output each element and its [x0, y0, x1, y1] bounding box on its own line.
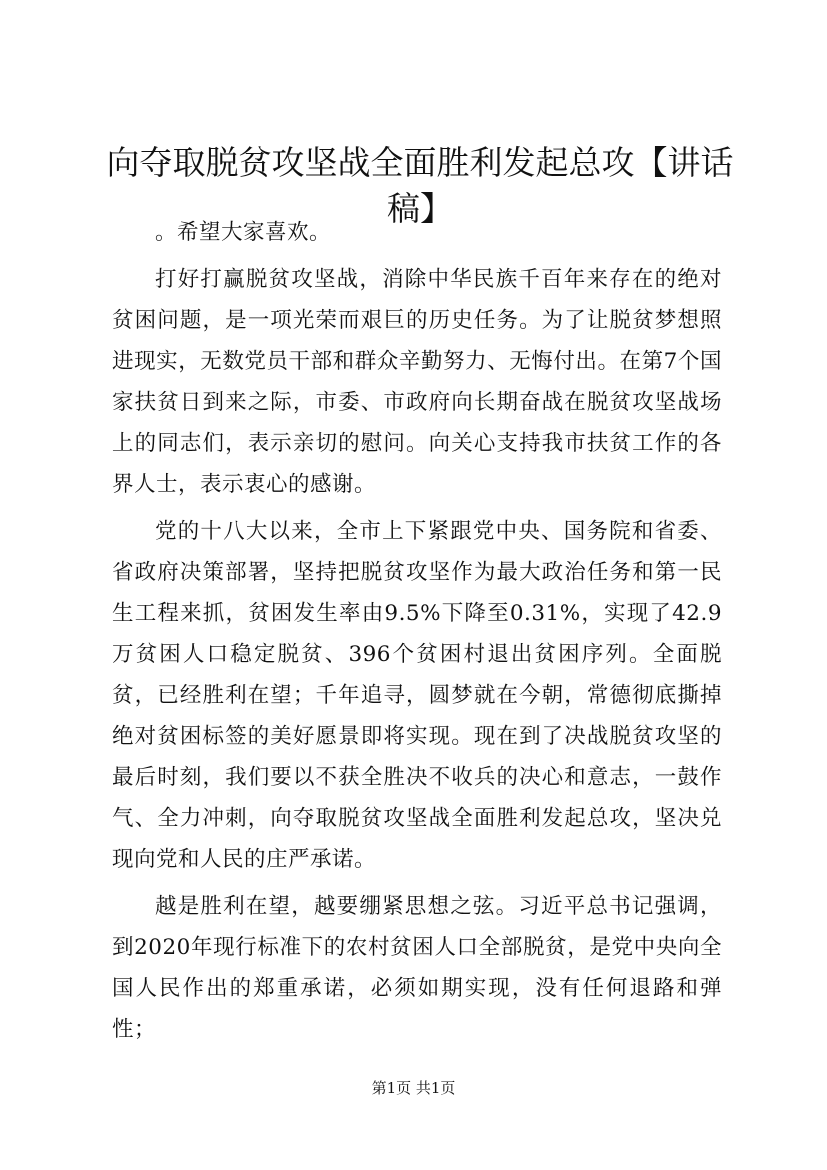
document-title: 向夺取脱贫攻坚战全面胜利发起总攻【讲话稿】	[106, 143, 734, 228]
document-body	[112, 212, 722, 1050]
page-footer: 第1页 共1页	[371, 1079, 456, 1097]
paragraph-4: 越是胜利在望，越要绷紧思想之弦。习近平总书记强调，到2020年现行标准下的农村贫困人口全部脱贫，是党中央向全国人民作出的郑重承诺，必须如期实现，没有任何退路和弹性；	[112, 894, 722, 1042]
paragraph-3: 党的十八大以来，全市上下紧跟党中央、国务院和省委、省政府决策部署，坚持把脱贫攻坚作为最大政治任务和第一民生工程来抓，贫困发生率由9.5%下降至0.31%，实现了42.9万贫困人口稳定脱贫、396个贫困村退出贫困序列。全面脱贫，已经胜利在望；千年追寻，圆梦就在今朝，常德彻底撕掉绝对贫困标签的美好愿景即将实现。现在到了决战脱贫攻坚的最后时刻，我们要以不获全胜决不收兵的决心和意志，一鼓作气、全力冲刺，向夺取脱贫攻坚战全面胜利发起总攻，坚决兑现向党和人民的庄严承诺。	[112, 519, 722, 872]
paragraph-1: 。希望大家喜欢。	[155, 220, 332, 245]
paragraph-2: 打好打赢脱贫攻坚战，消除中华民族千百年来存在的绝对贫困问题，是一项光荣而艰巨的历史任务。为了让脱贫梦想照进现实，无数党员干部和群众辛勤努力、无悔付出。在第7个国家扶贫日到来之际，市委、市政府向长期奋战在脱贫攻坚战场上的同志们，表示亲切的慰问。向关心支持我市扶贫工作的各界人士，表示衷心的感谢。	[112, 267, 722, 497]
